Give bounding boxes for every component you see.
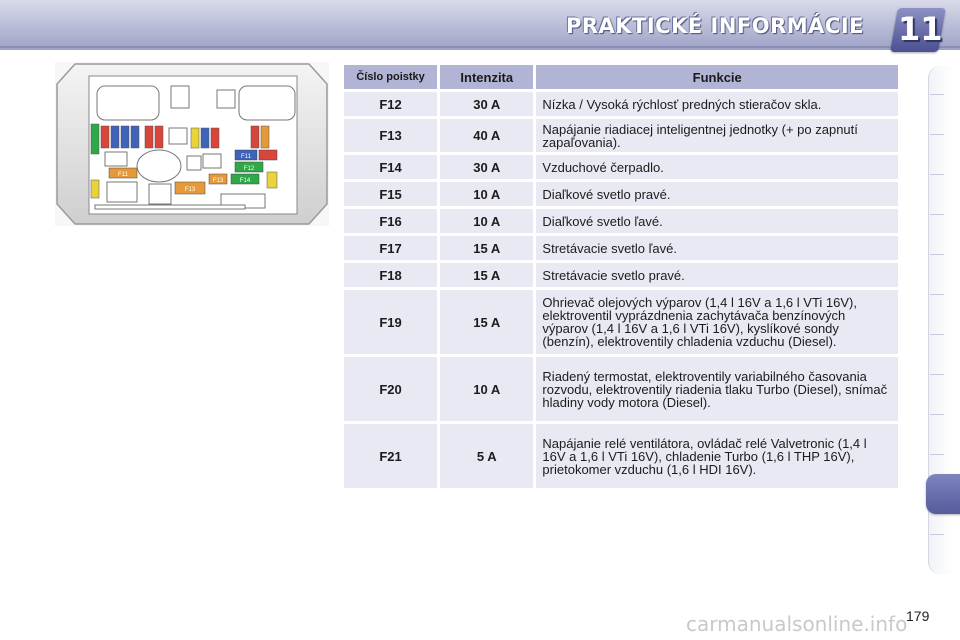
fuse-function: Ohrievač olejových výparov (1,4 l 16V a 1,6 l VTi 16V), elektroventil vyprázdnenia zachytávača benzínových výparov (1,4 l 16V a 1,6 l VTi 16V), kyslíkové sondy (benzín), elektroventily chladenia vzduchu (Diesel).: [536, 290, 898, 354]
fuse-amperage: 15 A: [440, 236, 533, 260]
fuse-amperage: 10 A: [440, 357, 533, 421]
fuse-label-f12: F12: [243, 166, 255, 172]
column-header-amperage: Intenzita: [440, 65, 533, 89]
chapter-number: 11: [898, 10, 943, 48]
fuse-function: Stretávacie svetlo pravé.: [536, 263, 898, 287]
fuse-function: Napájanie riadiacej inteligentnej jednotky (+ po zapnutí zapaľovania).: [536, 119, 898, 152]
fuse-number: F21: [344, 424, 437, 488]
chapter-tab-mark: [930, 334, 944, 335]
fuse-label-f13: F13: [184, 187, 196, 193]
header-divider: [0, 46, 960, 48]
fuse-amperage: 15 A: [440, 290, 533, 354]
fuse-function: Riadený termostat, elektroventily variabilného časovania rozvodu, elektroventily riadenia tlaku Turbo (Diesel), snímač hladiny vody motora (Diesel).: [536, 357, 898, 421]
fuse-amperage: 5 A: [440, 424, 533, 488]
table-row: [344, 92, 898, 116]
fuse-function: Napájanie relé ventilátora, ovládač relé Valvetronic (1,4 l 16V a 1,6 l VTi 16V), chladenie Turbo (1,6 l THP 16V), prietokomer vzduchu (1,6 l HDI 16V).: [536, 424, 898, 488]
fuse-amperage: 10 A: [440, 209, 533, 233]
chapter-tab-mark: [930, 134, 944, 135]
fuse-function: Stretávacie svetlo ľavé.: [536, 236, 898, 260]
table-row: [344, 424, 898, 488]
svg-text:F11: F11: [241, 154, 251, 160]
fuse-label-f11: F11: [118, 172, 128, 178]
fuse-function: Nízka / Vysoká rýchlosť predných stieračov skla.: [536, 92, 898, 116]
fuse-number: F14: [344, 155, 437, 179]
table-row: [344, 182, 898, 206]
chapter-tab-mark: [930, 534, 944, 535]
table-row: [344, 290, 898, 354]
table-row: [344, 236, 898, 260]
fuse-function: Vzduchové čerpadlo.: [536, 155, 898, 179]
fuse-number: F16: [344, 209, 437, 233]
chapter-tab-mark: [930, 414, 944, 415]
chapter-tab-mark: [930, 214, 944, 215]
chapter-tab-mark: [930, 454, 944, 455]
fuse-function: Diaľkové svetlo ľavé.: [536, 209, 898, 233]
fuse-number: F19: [344, 290, 437, 354]
fuse-function: Diaľkové svetlo pravé.: [536, 182, 898, 206]
page-title: PRAKTICKÉ INFORMÁCIE: [565, 14, 864, 38]
fuse-number: F13: [344, 119, 437, 152]
chapter-tab-active[interactable]: [926, 474, 960, 514]
table-row: [344, 263, 898, 287]
fuse-amperage: 15 A: [440, 263, 533, 287]
fuse-table: [341, 62, 901, 491]
fuse-number: F12: [344, 92, 437, 116]
fuse-number: F18: [344, 263, 437, 287]
chapter-tab-mark: [930, 374, 944, 375]
fuse-number: F20: [344, 357, 437, 421]
chapter-tab-mark: [930, 174, 944, 175]
fuse-amperage: 40 A: [440, 119, 533, 152]
table-row: [344, 155, 898, 179]
fuse-box-diagram: [55, 62, 329, 226]
svg-text:F13: F13: [212, 178, 224, 184]
column-header-fuse-number: Číslo poistky: [344, 65, 437, 89]
table-row: [344, 119, 898, 152]
fuse-number: F17: [344, 236, 437, 260]
fuse-amperage: 30 A: [440, 92, 533, 116]
watermark: carmanualsonline.info: [686, 612, 908, 636]
fuse-label-f14: F14: [239, 178, 251, 184]
fuse-amperage: 10 A: [440, 182, 533, 206]
page-number: 179: [906, 608, 930, 624]
fuse-amperage: 30 A: [440, 155, 533, 179]
table-header-row: [344, 65, 898, 89]
chapter-tab-mark: [930, 254, 944, 255]
fuse-number: F15: [344, 182, 437, 206]
table-row: [344, 209, 898, 233]
table-row: [344, 357, 898, 421]
chapter-tab-mark: [930, 94, 944, 95]
column-header-functions: Funkcie: [536, 65, 898, 89]
chapter-tab-mark: [930, 294, 944, 295]
